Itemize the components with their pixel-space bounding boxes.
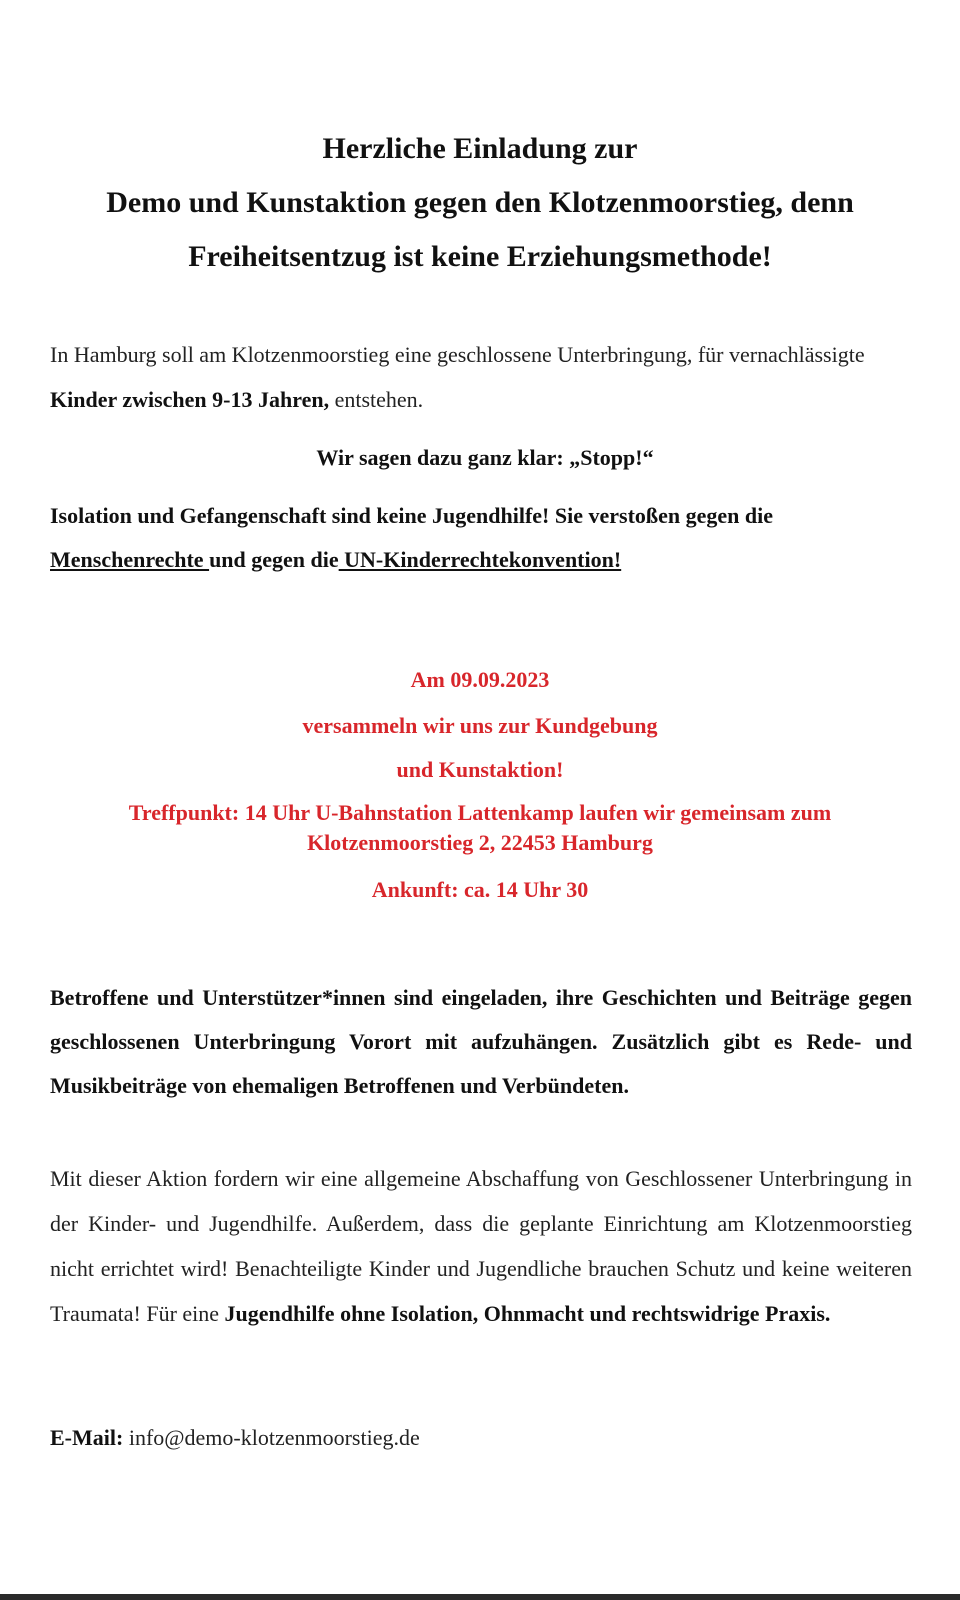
- contact-line: [50, 1418, 920, 1458]
- isolation-text-1: Isolation und Gefangenschaft sind keine Jugendhilfe! Sie verstoßen gegen die: [50, 503, 774, 528]
- title-line-2: Demo und Kunstaktion gegen den Klotzenmoorstieg, denn: [106, 186, 854, 219]
- intro-bold-age: Kinder zwischen 9-13 Jahren,: [50, 387, 330, 412]
- bottom-divider: [0, 1594, 960, 1600]
- intro-text-2: entstehen.: [329, 387, 424, 412]
- meeting-line-1: Treffpunkt: 14 Uhr U-Bahnstation Lattenkamp laufen wir gemeinsam zum: [128, 800, 832, 825]
- email-label: E-Mail:: [50, 1425, 124, 1450]
- demands-bold: Jugendhilfe ohne Isolation, Ohnmacht und rechtswidrige Praxis.: [224, 1301, 831, 1326]
- demands-paragraph: [50, 1156, 912, 1336]
- event-art-action: und Kunstaktion!: [396, 757, 564, 782]
- document-title: [40, 122, 920, 284]
- intro-text-1: In Hamburg soll am Klotzenmoorstieg eine geschlossene Unterbringung, für vernachlässigte: [50, 342, 865, 367]
- isolation-paragraph: [50, 494, 920, 582]
- isolation-text-2: und gegen die: [209, 547, 339, 572]
- un-convention-underlined: UN-Kinderrechtekonvention!: [338, 547, 622, 572]
- intro-paragraph: [50, 332, 920, 422]
- stopp-statement: Wir sagen dazu ganz klar: „Stopp!“: [316, 445, 654, 470]
- meeting-line-2: Klotzenmoorstieg 2, 22453 Hamburg: [307, 830, 653, 855]
- event-meeting-point: [40, 798, 920, 858]
- event-arrival: Ankunft: ca. 14 Uhr 30: [371, 877, 589, 902]
- supporters-paragraph: Betroffene und Unterstützer*innen sind eingeladen, ihre Geschichten und Beiträge gegen geschlossenen Unterbringung Vorort mit aufzuhängen. Zusätzlich gibt es Rede- und Musikbeiträge von ehemaligen Betroffenen und Verbündeten.: [50, 985, 912, 1098]
- human-rights-underlined: Menschenrechte: [50, 547, 210, 572]
- title-line-3: Freiheitsentzug ist keine Erziehungsmethode!: [188, 240, 772, 273]
- event-gathering: versammeln wir uns zur Kundgebung: [302, 713, 658, 738]
- email-address[interactable]: info@demo-klotzenmoorstieg.de: [128, 1425, 420, 1450]
- title-line-1: Herzliche Einladung zur: [322, 132, 638, 165]
- event-date: Am 09.09.2023: [410, 667, 550, 692]
- demands-text: Mit dieser Aktion fordern wir eine allgemeine Abschaffung von Geschlossener Unterbringung in der Kinder- und Jugendhilfe. Außerdem, dass die geplante Einrichtung am Klotzenmoorstieg nicht errichtet wird! Benachteiligte Kinder und Jugendliche brauchen Schutz und keine weiteren Traumata! Für eine: [50, 1166, 912, 1326]
